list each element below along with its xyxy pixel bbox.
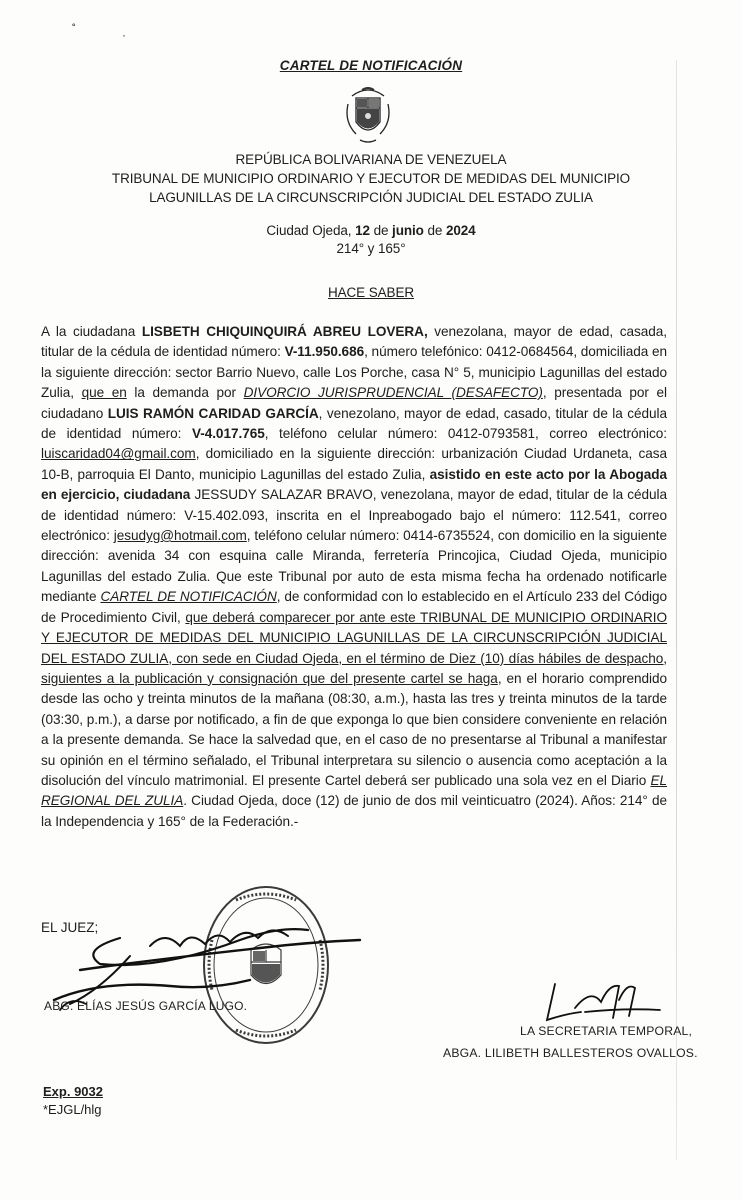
judge-name: ABG. ELÍAS JESÚS GARCÍA LUGO.: [44, 999, 248, 1013]
demand-type: DIVORCIO JURISPRUDENCIAL (DESAFECTO): [243, 385, 543, 401]
date-day: 12: [355, 223, 370, 238]
newspaper-name: EL REGIONAL DEL ZULIA: [41, 772, 667, 809]
heading-republic: REPÚBLICA BOLIVARIANA DE VENEZUELA: [235, 152, 507, 167]
body-text-run: , de conformidad con lo establecido en el Artículo 233 del Código de Procedimiento Civil,: [41, 589, 667, 625]
body-text-run: la demanda por: [126, 385, 244, 401]
document-title: CARTEL DE NOTIFICACIÓN: [279, 58, 463, 73]
notice-body: [41, 322, 667, 832]
scan-speck-mark: ·: [122, 28, 126, 42]
body-text-run: , teléfono celular número: 0412-0793581, correo electrónico:: [264, 426, 667, 442]
date-de: de: [373, 223, 389, 238]
scan-speck-mark: ˚: [72, 22, 76, 36]
body-text-run: JESSUDY SALAZAR BRAVO, venezolana, mayor de edad, titular de la cédula de identidad número: V-15.402.093, inscrita en el Inpreabogado bajo el número: 112.541, correo electrónico:: [41, 487, 667, 544]
body-text-run: A la ciudadana: [41, 324, 142, 339]
hace-saber-heading: HACE SABER: [327, 285, 415, 300]
body-text-run: , en el horario comprendido desde las ocho y treinta minutos de la mañana (08:30, a.m.), hasta las tres y treinta minutos de la tarde (03:30, p.m.), a darse por notificado, a fin de que exponga lo que bien considere conveniente en relación a la presente demanda. Se hace la salvedad que, en el caso de no presentarse al Tribunal a manifestar su opinión en el término señalado, el Tribunal interpretara su silencio o ausencia como aceptación a la disolución del vínculo matrimonial. El presente Cartel deberá ser publicado una sola vez en el Diario: [41, 670, 667, 788]
body-text-run: . Ciudad Ojeda, doce (12) de junio de dos mil veinticuatro (2024). Años: 214° de la Independencia y 165° de la Federación.-: [41, 793, 667, 829]
body-text-run: venezolana, mayor de edad, casada, titular de la cédula de identidad número:: [41, 324, 667, 360]
heading-jurisdiction: LAGUNILLAS DE LA CIRCUNSCRIPCIÓN JUDICIAL DEL ESTADO ZULIA: [149, 190, 593, 205]
defendant-name: LISBETH CHIQUINQUIRÁ ABREU LOVERA,: [141, 324, 428, 339]
plaintiff-id-number: V-4.017.765: [191, 426, 265, 442]
years-line: 214° y 165°: [336, 241, 406, 256]
date-year: 2024: [445, 223, 476, 238]
date-de: de: [427, 223, 443, 238]
judge-label: EL JUEZ;: [41, 920, 99, 935]
body-text-run: , número telefónico: 0412-0684564, domiciliada en la siguiente dirección: sector Barrio Nuevo, calle Los Porche, casa N° 5, municipio Lagunillas del estado Zulia,: [41, 344, 667, 401]
appearance-clause: que deberá comparecer por ante este TRIBUNAL DE MUNICIPIO ORDINARIO Y EJECUTOR DE MEDIDAS DEL MUNICIPIO LAGUNILLAS DE LA CIRCUNSCRIPCIÓN JUDICIAL DEL ESTADO ZULIA, con sede en Ciudad Ojeda, en el término de Diez (10) días hábiles de despacho, siguientes a la publicación y consignación que del presente cartel se haga: [41, 609, 667, 686]
secretary-name: ABGA. LILIBETH BALLESTEROS OVALLOS.: [443, 1046, 698, 1060]
body-bold-run: asistido en este acto por la Abogada en ejercicio, ciudadana: [41, 466, 667, 503]
coat-of-arms-icon: [342, 82, 394, 146]
defendant-id-number: V-11.950.686: [284, 344, 365, 360]
city-date: [0, 222, 742, 239]
secretary-role: LA SECRETARIA TEMPORAL,: [520, 1024, 693, 1038]
date-month: junio: [392, 223, 424, 238]
secretary-signature-icon: [535, 978, 665, 1028]
plaintiff-name: LUIS RAMÓN CARIDAD GARCÍA: [107, 405, 319, 421]
cartel-reference: CARTEL DE NOTIFICACIÓN: [100, 589, 277, 605]
body-text-run: , presentada por el ciudadano: [41, 385, 667, 421]
lawyer-email: jesudyg@hotmail.com: [113, 528, 247, 544]
expediente-number: Exp. 9032: [43, 1084, 103, 1099]
body-underlined-run: que en: [81, 385, 127, 401]
heading-tribunal: TRIBUNAL DE MUNICIPIO ORDINARIO Y EJECUTOR DE MEDIDAS DEL MUNICIPIO: [111, 171, 631, 186]
plaintiff-email: luiscaridad04@gmail.com: [41, 446, 196, 462]
body-text-run: , domiciliado en la siguiente dirección: urbanización Ciudad Urdaneta, casa 10-B, parroquia El Danto, municipio Lagunillas del estado Zulia,: [41, 446, 667, 482]
city-label: Ciudad Ojeda,: [266, 223, 352, 238]
reference-initials: *EJGL/hlg: [43, 1102, 102, 1117]
body-text-run: , venezolano, mayor de edad, casado, titular de la cédula de identidad número:: [41, 405, 667, 442]
body-text-run: , teléfono celular número: 0414-6735524, con domicilio en la siguiente dirección: avenida 34 con esquina calle Miranda, ferretería Princojica, Ciudad Ojeda, municipio Lagunillas del estado Zulia. Que este Tribunal por auto de esta misma fecha ha ordenado notificarle mediante: [41, 528, 667, 605]
